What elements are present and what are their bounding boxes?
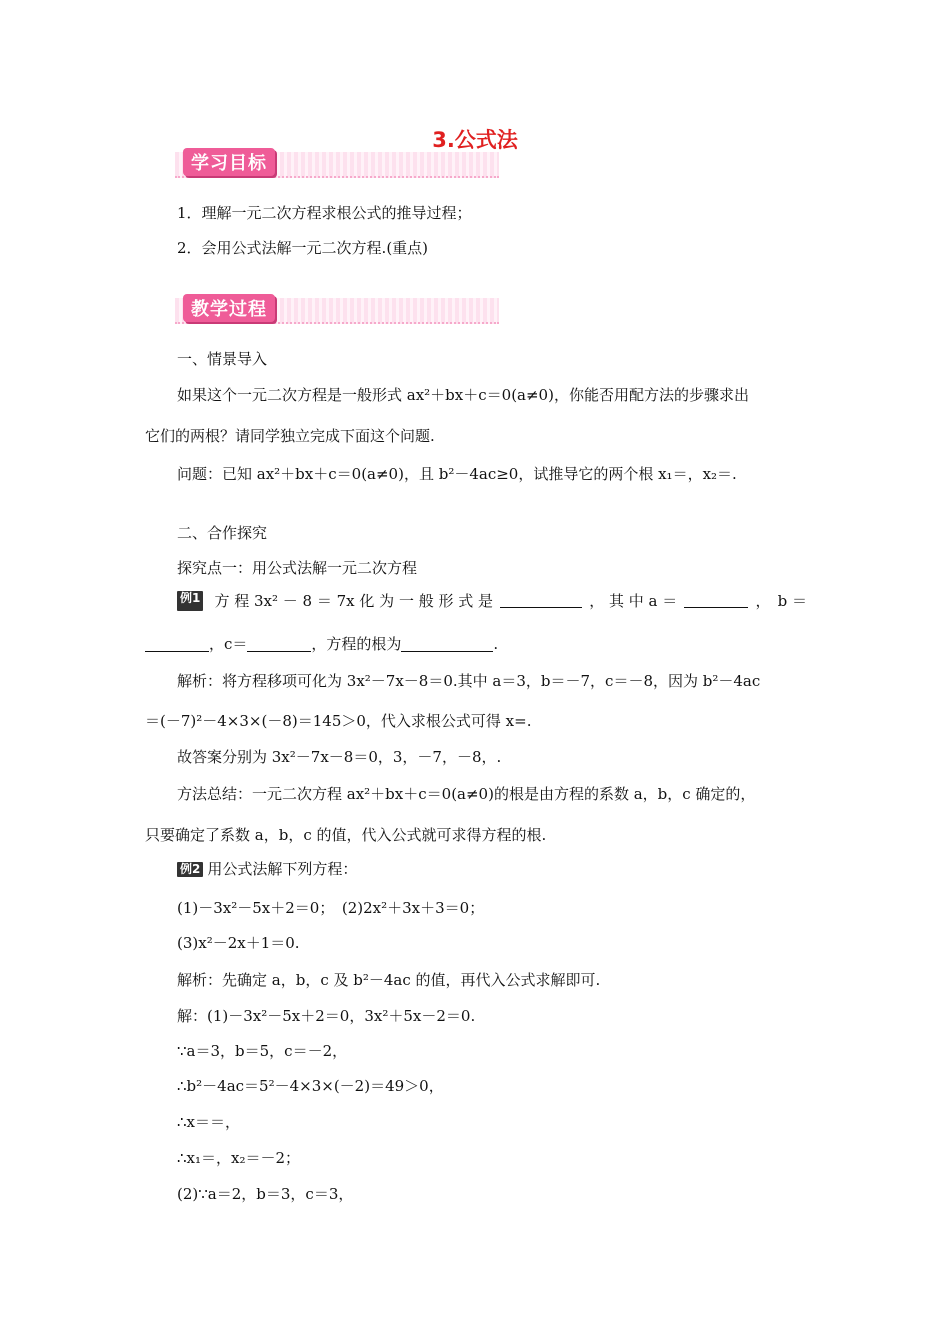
solution-line-6: (2)∵a＝2，b＝3，c＝3，	[177, 1185, 354, 1203]
example-1-line-1	[177, 591, 807, 611]
answer-blank-form[interactable]	[500, 591, 582, 608]
example-2-equation-3: (3)x²－2x＋1＝0.	[177, 934, 300, 952]
intro-question: 问题：已知 ax²＋bx＋c＝0(a≠0)，且 b²－4ac≥0，试推导它的两个根 x₁＝，x₂＝.	[177, 465, 737, 483]
example-1-text-a: 方 程 3x² － 8 ＝ 7x 化 为 一 般 形 式 是	[214, 592, 494, 610]
example-1-text-f: ，方程的根为	[311, 635, 402, 653]
example-1-text-e: ，c＝	[209, 635, 248, 653]
method-summary-line-2: 只要确定了系数 a，b，c 的值，代入公式就可求得方程的根.	[145, 826, 547, 844]
teaching-process-banner	[175, 298, 499, 324]
intro-paragraph-line-1: 如果这个一元二次方程是一般形式 ax²＋bx＋c＝0(a≠0)，你能否用配方法的步骤求出	[177, 386, 749, 404]
answer-blank-roots[interactable]	[401, 635, 493, 652]
section-heading-explore: 二、合作探究	[177, 524, 268, 542]
example-1-text-d: b ＝	[777, 592, 807, 610]
solution-line-2: ∵a＝3，b＝5，c＝－2，	[177, 1042, 348, 1060]
solution-line-5: ∴x₁＝，x₂＝－2；	[177, 1149, 301, 1167]
example-1-line-2	[145, 634, 807, 654]
goal-item-1: 1．理解一元二次方程求根公式的推导过程；	[177, 204, 472, 222]
teaching-process-label: 教学过程	[183, 294, 275, 322]
example-2-prompt-line	[177, 859, 807, 879]
section-heading-intro: 一、情景导入	[177, 350, 268, 368]
learning-goals-label: 学习目标	[183, 148, 275, 176]
method-summary-line-1: 方法总结：一元二次方程 ax²＋bx＋c＝0(a≠0)的根是由方程的系数 a，b，c 确定的，	[177, 785, 756, 803]
solution-line-1: 解：(1)－3x²－5x＋2＝0，3x²＋5x－2＝0.	[177, 1007, 476, 1025]
example-2-analysis: 解析：先确定 a，b，c 及 b²－4ac 的值，再代入公式求解即可.	[177, 971, 601, 989]
page-title: 3.公式法	[432, 128, 518, 152]
explore-point-1: 探究点一：用公式法解一元二次方程	[177, 559, 418, 577]
learning-goals-banner	[175, 152, 499, 178]
goal-item-2: 2．会用公式法解一元二次方程.(重点)	[177, 239, 429, 257]
solution-line-3: ∴b²－4ac＝5²－4×3×(－2)＝49＞0，	[177, 1077, 444, 1095]
example-2-prompt: 用公式法解下列方程：	[207, 860, 358, 878]
example-1-text-c: ，	[755, 592, 771, 610]
answer-blank-b[interactable]	[145, 635, 209, 652]
example-1-analysis-line-1: 解析：将方程移项可化为 3x²－7x－8＝0.其中 a＝3，b＝－7，c＝－8，因为 b²－4ac	[177, 672, 761, 690]
intro-paragraph-line-2: 它们的两根？请同学独立完成下面这个问题.	[145, 427, 435, 445]
example-1-text-b: ， 其 中 a ＝	[589, 592, 678, 610]
answer-blank-a[interactable]	[684, 591, 748, 608]
example-2-equations-1-2: (1)－3x²－5x＋2＝0； (2)2x²＋3x＋3＝0；	[177, 899, 485, 917]
example-1-badge: 例1	[177, 591, 203, 611]
example-1-analysis-line-2: ＝(－7)²－4×3×(－8)＝145＞0，代入求根公式可得 x=.	[145, 712, 532, 730]
solution-line-4: ∴x＝＝，	[177, 1113, 241, 1131]
example-2-badge: 例2	[177, 862, 203, 877]
example-1-text-g: .	[493, 635, 499, 653]
answer-blank-c[interactable]	[247, 635, 311, 652]
example-1-answer: 故答案分别为 3x²－7x－8＝0，3，－7，－8，.	[177, 748, 502, 766]
